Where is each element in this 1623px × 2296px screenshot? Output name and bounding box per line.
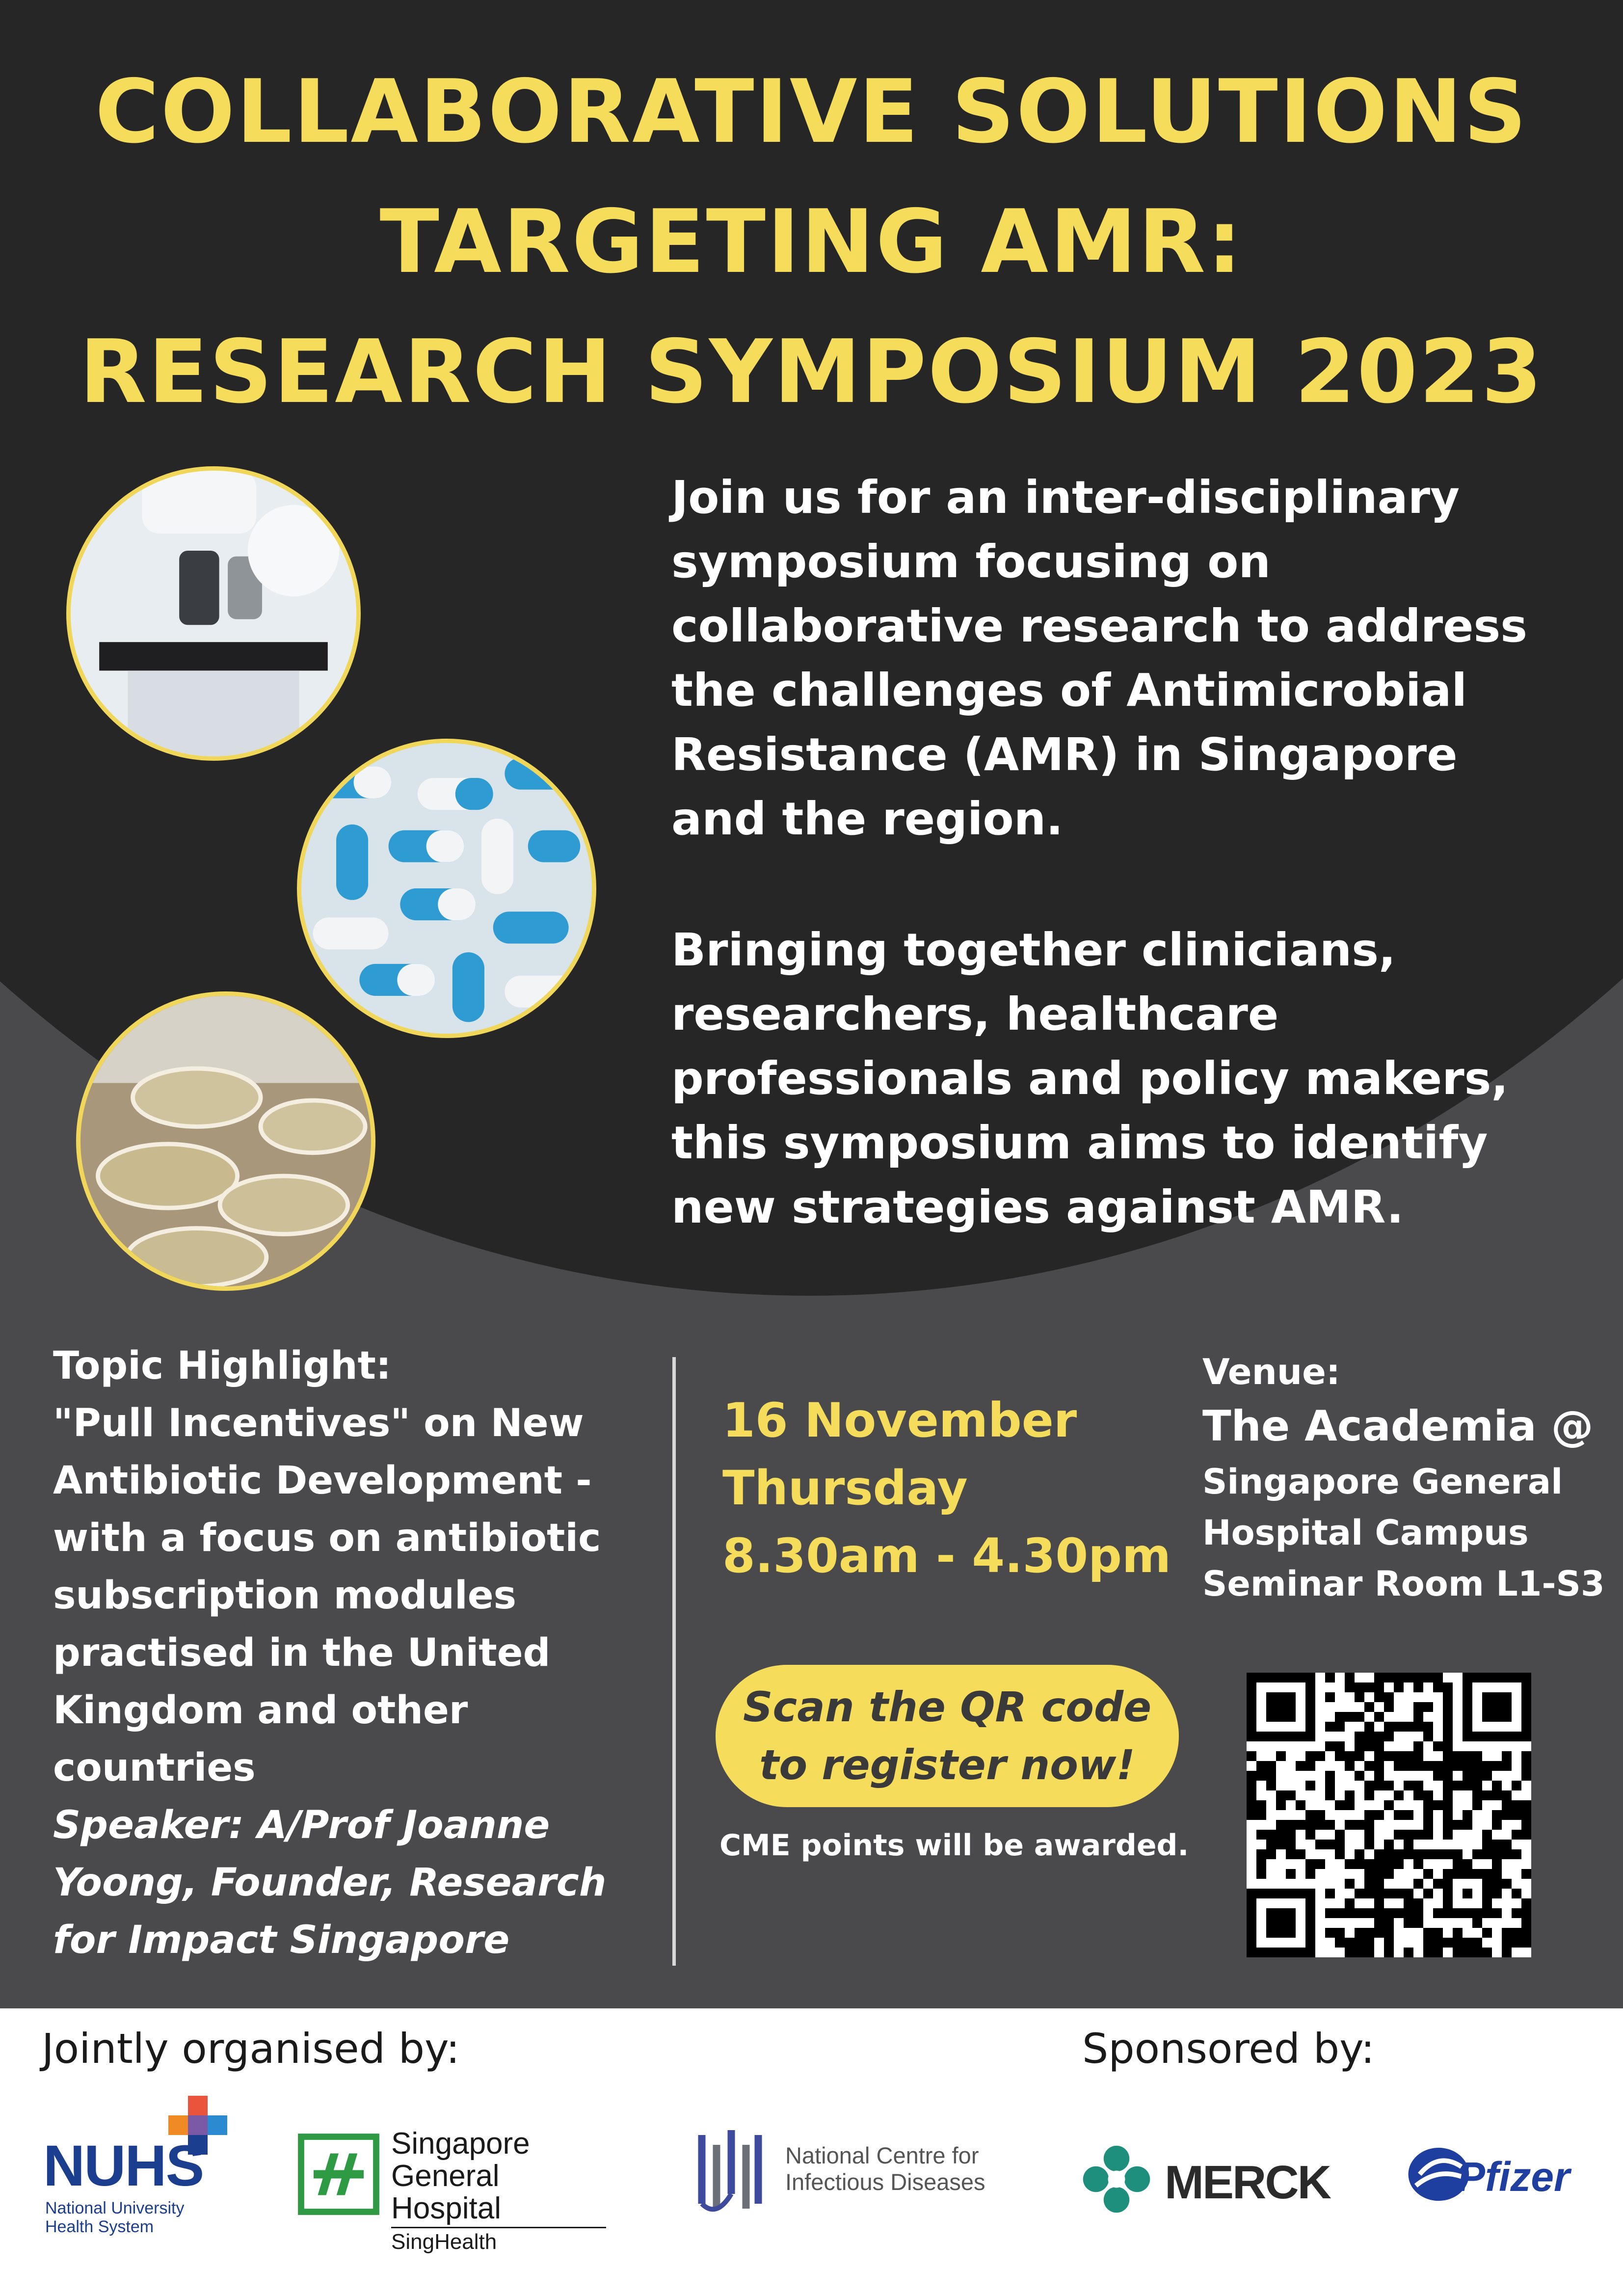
page-title: [0, 47, 1623, 437]
nuhs-line-2: Health System: [45, 2217, 154, 2236]
register-line-1: Scan the QR code: [743, 1683, 1152, 1731]
capsules-photo: [297, 739, 596, 1038]
pfizer-logo: [1404, 2133, 1595, 2216]
sponsors-label: Sponsored by:: [1082, 2025, 1375, 2073]
petri-dishes-photo: [76, 991, 375, 1291]
event-time: 8.30am - 4.30pm: [722, 1528, 1171, 1583]
sgh-text: [391, 2128, 606, 2256]
register-line-2: to register now!: [759, 1741, 1135, 1789]
venue-line-3: Seminar Room L1-S3: [1202, 1564, 1605, 1604]
intro-paragraph-1: Join us for an inter-disciplinary symposium focusing on collaborative research to address the challenges of Antimicrobial Resistance (AMR) in Singapore and the region.: [671, 471, 1528, 845]
speaker: [53, 1797, 662, 1969]
nuhs-line-1: National University: [45, 2199, 185, 2217]
venue-line-1: Singapore General: [1202, 1462, 1563, 1502]
topic-body: "Pull Incentives" on New Antibiotic Development -with a focus on antibiotic subscription modules practised in the United Kingdom and other countries: [53, 1401, 601, 1790]
intro-paragraph-2: Bringing together clinicians, researchers, healthcare professionals and policy makers, this symposium aims to identify new strategies against AMR.: [671, 924, 1509, 1233]
sgh-line-2: General Hospital: [391, 2160, 606, 2228]
nuhs-logo: [43, 2096, 230, 2236]
qr-code-icon[interactable]: [1247, 1673, 1531, 1957]
register-button[interactable]: [716, 1665, 1179, 1807]
cme-note: CME points will be awarded.: [719, 1828, 1189, 1863]
nuhs-subtitle: [45, 2199, 232, 2236]
speaker-text: : A/Prof Joanne Yoong, Founder, Research for Impact Singapore: [53, 1803, 607, 1962]
venue-block: [1202, 1347, 1610, 1609]
merck-mark-icon: [1082, 2145, 1151, 2214]
topic-heading: Topic Highlight:: [53, 1344, 392, 1388]
column-divider: [672, 1357, 676, 1966]
title-line-1: COLLABORATIVE SOLUTIONS: [95, 61, 1528, 162]
ncid-text: [785, 2142, 985, 2195]
nuhs-wordmark: NUHS: [43, 2134, 204, 2198]
title-line-2: TARGETING AMR:: [379, 191, 1244, 293]
event-date: 16 November: [722, 1393, 1077, 1448]
ncid-logo: [692, 2120, 1006, 2218]
merck-wordmark: MERCK: [1165, 2156, 1330, 2209]
venue-label: Venue:: [1202, 1351, 1340, 1392]
ncid-line-1: National Centre for: [785, 2142, 979, 2168]
sgh-logo: [297, 2127, 606, 2254]
ncid-line-2: Infectious Diseases: [785, 2169, 985, 2195]
topic-highlight: [53, 1337, 662, 1969]
pfizer-wordmark: Pfizer: [1458, 2154, 1570, 2200]
merck-logo: [1082, 2145, 1330, 2214]
sgh-line-1: Singapore: [391, 2127, 530, 2161]
event-day: Thursday: [722, 1461, 968, 1516]
event-schedule: [722, 1387, 1194, 1590]
organisers-label: Jointly organised by:: [42, 2025, 460, 2073]
sgh-mark-icon: [297, 2133, 380, 2216]
microscope-photo: [66, 466, 361, 761]
venue-line-2: Hospital Campus: [1202, 1513, 1529, 1553]
sgh-line-3: SingHealth: [391, 2230, 497, 2254]
speaker-label: Speaker: [53, 1803, 229, 1847]
ncid-mark-icon: [692, 2120, 766, 2218]
title-line-3: RESEARCH SYMPOSIUM 2023: [79, 321, 1544, 423]
venue-name: The Academia @: [1202, 1402, 1594, 1451]
